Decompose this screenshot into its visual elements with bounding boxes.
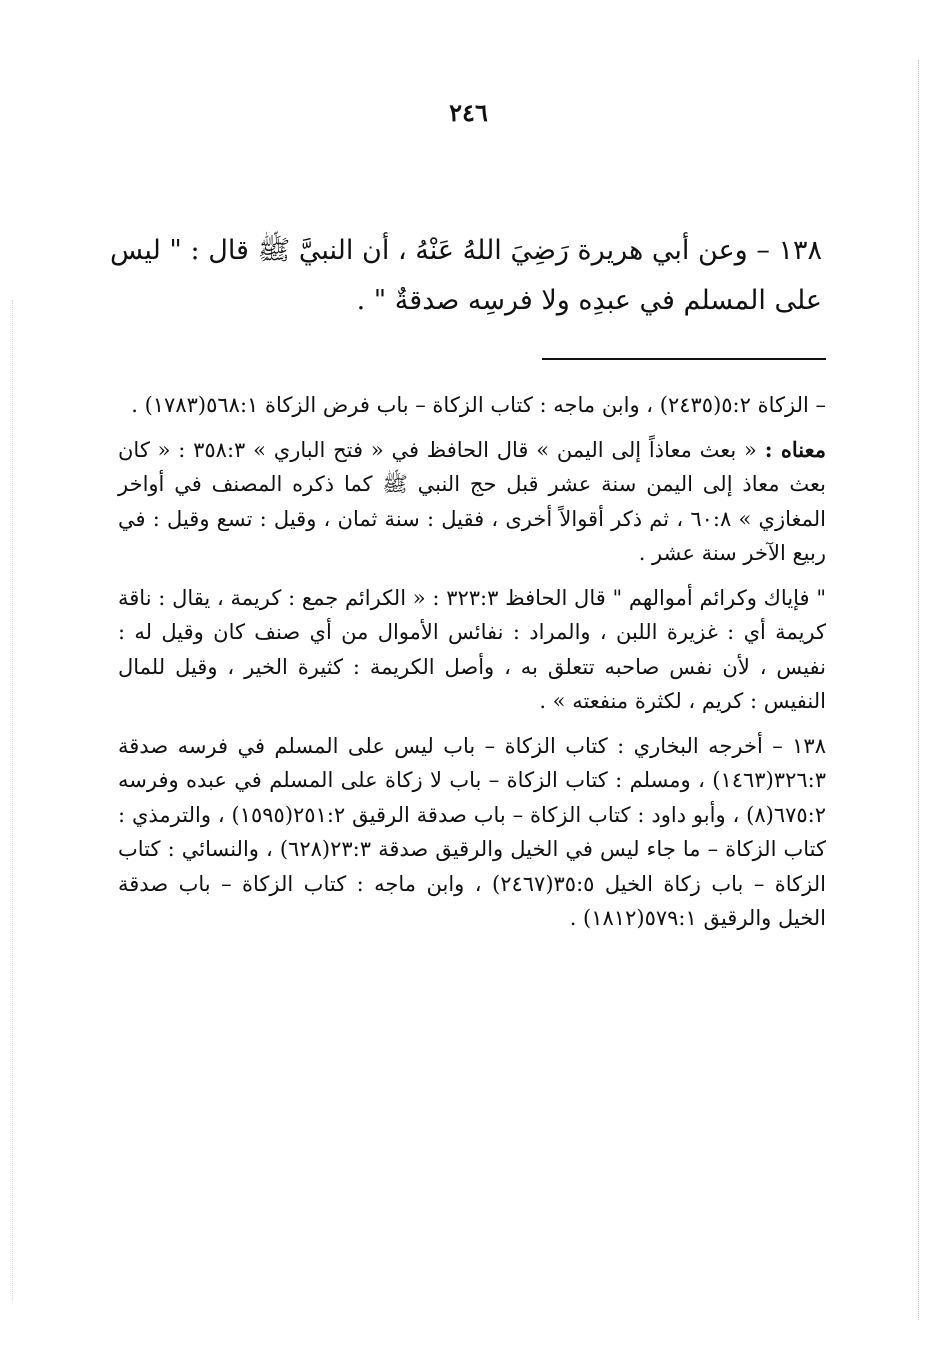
footnote-label: معناه :	[764, 436, 826, 462]
footnotes	[118, 388, 826, 946]
footnote-text: " فإياك وكرائم أموالهم " قال الحافظ ٣٢٣:٣ : « الكرائم جمع : كريمة ، يقال : ناقة كريمة أي : غزيرة اللبن ، والمراد : نفائس الأموال من أي صنف كان وقيل له : نفيس ، لأن نفس صاحبه تتعلق به ، وأصل الكريمة : كثيرة الخير ، وقيل للمال النفيس : كريم ، لكثرة منفعته » .	[118, 585, 827, 713]
footnote-text: ١٣٨ – أخرجه البخاري : كتاب الزكاة – باب ليس على المسلم في فرسه صدقة ٣٢٦:٣(١٤٦٣) ، ومسلم : كتاب الزكاة – باب لا زكاة على المسلم في عبده وفرسه ٦٧٥:٢(٨) ، وأبو داود : كتاب الزكاة – باب صدقة الرقيق ٢٥١:٢(١٥٩٥) ، والترمذي : كتاب الزكاة – ما جاء ليس في الخيل والرقيق صدقة ٢٣:٣(٦٢٨) ، والنسائي : كتاب الزكاة – باب زكاة الخيل ٣٥:٥(٢٤٦٧) ، وابن ماجه : كتاب الزكاة – باب صدقة الخيل والرقيق ٥٧٩:١(١٨١٢) .	[118, 733, 827, 930]
scan-edge-left	[12, 300, 13, 1300]
footnote-divider	[542, 358, 826, 360]
scan-edge-right	[918, 60, 919, 1320]
page-number: ٢٤٦	[449, 98, 488, 127]
footnote-2	[118, 433, 826, 571]
hadith-text: ١٣٨ – وعن أبي هريرة رَضِيَ اللهُ عَنْهُ ، أن النبيَّ ﷺ قال : " ليس على المسلم في عبدِه ولا فرسِه صدقةٌ " .	[110, 235, 822, 316]
footnote-3	[118, 581, 826, 719]
footnote-text: – الزكاة ٥:٢(٢٤٣٥) ، وابن ماجه : كتاب الزكاة – باب فرض الزكاة ٥٦٨:١(١٧٨٣) .	[131, 393, 826, 417]
footnote-1	[118, 388, 826, 423]
footnote-text: « بعث معاذاً إلى اليمن » قال الحافظ في « فتح الباري » ٣٥٨:٣ : « كان بعث معاذ إلى اليمن سنة عشر قبل حج النبي ﷺ كما ذكره المصنف في أواخر المغازي » ٦٠:٨ ، ثم ذكر أقوالاً أخرى ، فقيل : سنة ثمان ، وقيل : تسع وقيل : في ربيع الآخر سنة عشر .	[118, 437, 826, 565]
footnote-4	[118, 729, 826, 936]
